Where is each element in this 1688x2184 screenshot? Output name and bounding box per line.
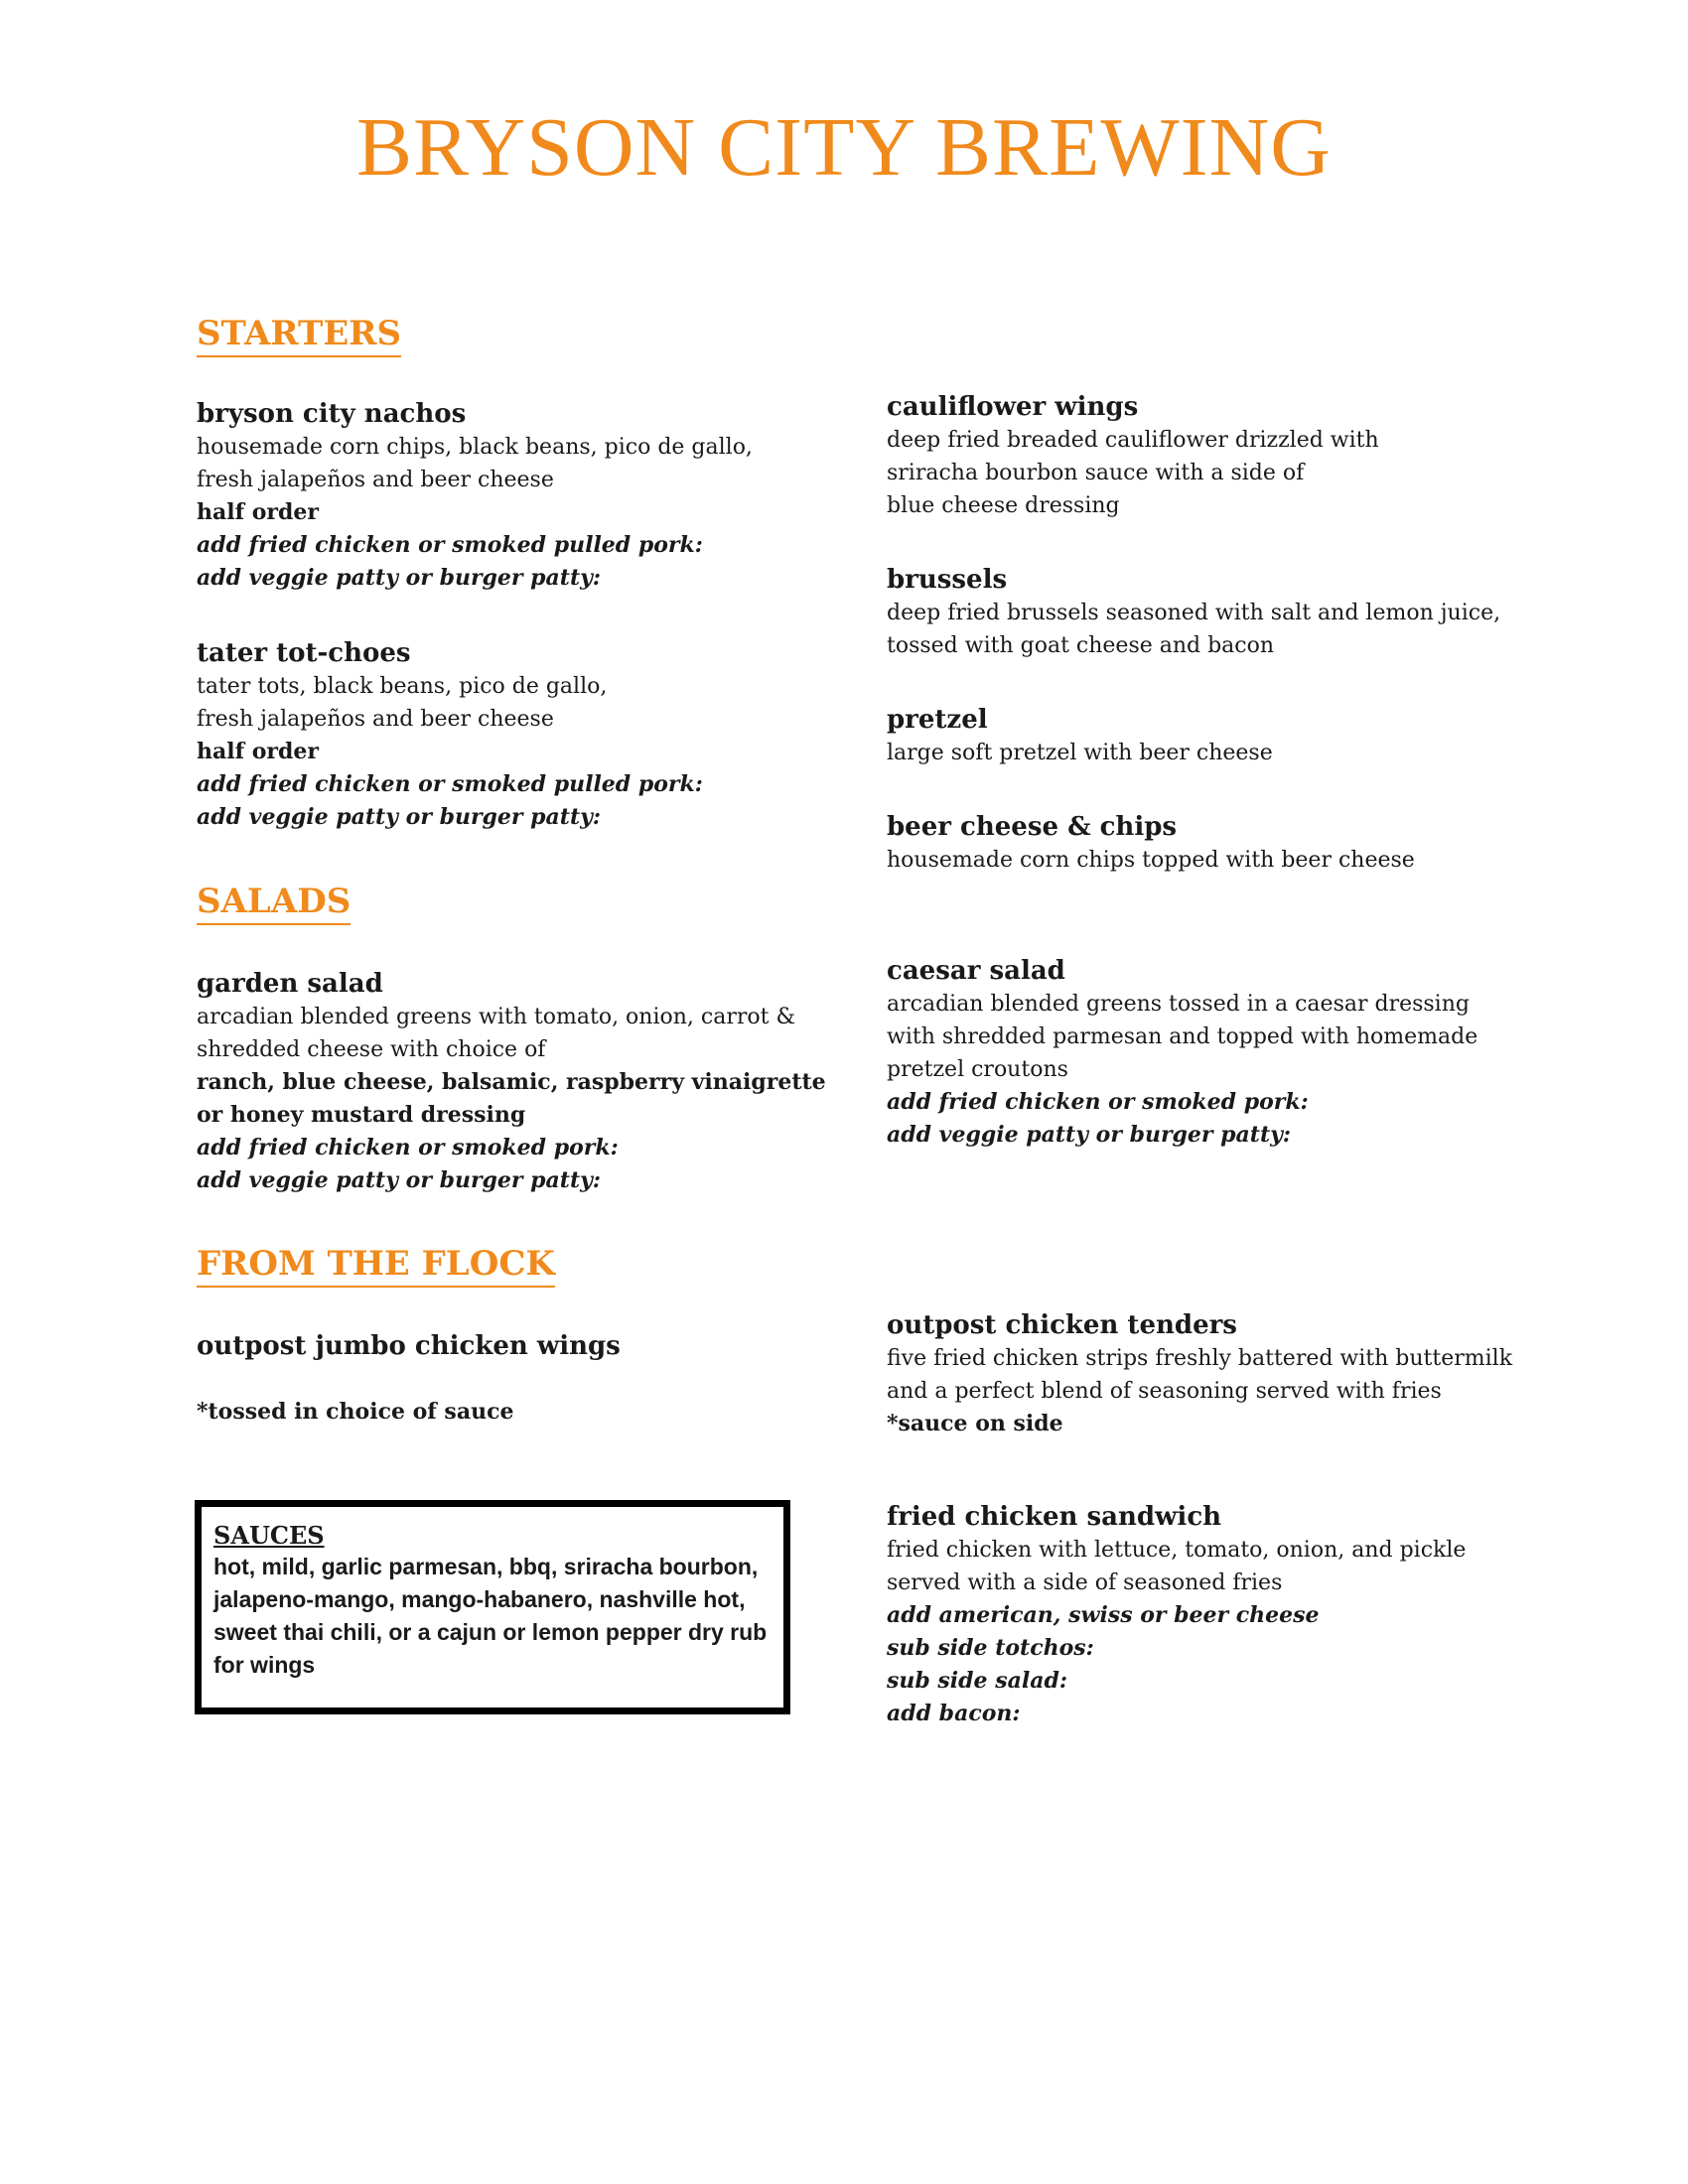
item-addon: add veggie patty or burger patty: <box>887 1122 1292 1148</box>
item-option: *tossed in choice of sauce <box>197 1399 514 1425</box>
menu-item-jumbo-wings <box>197 1329 812 1429</box>
sauces-list: hot, mild, garlic parmesan, bbq, sriracha bourbon, jalapeno-mango, mango-habanero, nashville hot, sweet thai chili, or a cajun or lemon pepper dry rub for wings <box>213 1554 768 1678</box>
section-from-the-flock: FROM THE FLOCK <box>197 1244 555 1288</box>
restaurant-title: BRYSON CITY BREWING <box>356 101 1332 194</box>
item-desc: shredded cheese with choice of <box>197 1037 546 1062</box>
item-name: cauliflower wings <box>887 392 1139 422</box>
item-name: fried chicken sandwich <box>887 1502 1222 1532</box>
item-option: *sauce on side <box>887 1411 1063 1436</box>
item-desc: five fried chicken strips freshly battered with buttermilk <box>887 1346 1513 1371</box>
item-addon: add veggie patty or burger patty: <box>197 565 602 591</box>
menu-item-beer-cheese-chips <box>887 810 1542 877</box>
item-desc: arcadian blended greens tossed in a caesar dressing <box>887 992 1470 1017</box>
item-desc: arcadian blended greens with tomato, onion, carrot & <box>197 1005 796 1029</box>
item-addon: add american, swiss or beer cheese <box>887 1602 1320 1628</box>
section-salads: SALADS <box>197 882 351 925</box>
item-name: caesar salad <box>887 956 1065 986</box>
item-desc: and a perfect blend of seasoning served with fries <box>887 1379 1442 1404</box>
item-option: ranch, blue cheese, balsamic, raspberry vinaigrette <box>197 1069 826 1095</box>
item-desc: pretzel croutons <box>887 1057 1068 1082</box>
menu-item-brussels <box>887 563 1582 662</box>
item-desc: blue cheese dressing <box>887 493 1120 518</box>
item-desc: fresh jalapeños and beer cheese <box>197 707 554 732</box>
item-addon: add bacon: <box>887 1701 1021 1726</box>
item-addon: add fried chicken or smoked pulled pork: <box>197 771 703 797</box>
menu-item-chicken-tenders <box>887 1308 1602 1440</box>
item-option: half order <box>197 499 319 525</box>
item-name: garden salad <box>197 969 383 999</box>
item-desc: housemade corn chips topped with beer cheese <box>887 848 1415 873</box>
item-desc: tossed with goat cheese and bacon <box>887 633 1275 658</box>
menu-item-pretzel <box>887 703 1502 769</box>
sauces-title: SAUCES <box>213 1521 325 1550</box>
item-name: brussels <box>887 565 1008 595</box>
item-name: outpost jumbo chicken wings <box>197 1331 621 1361</box>
item-desc: fried chicken with lettuce, tomato, onion, and pickle <box>887 1538 1467 1563</box>
item-addon: add fried chicken or smoked pork: <box>887 1089 1309 1115</box>
item-name: bryson city nachos <box>197 399 467 429</box>
item-desc: deep fried breaded cauliflower drizzled with <box>887 428 1379 453</box>
item-option: half order <box>197 739 319 764</box>
item-addon: add veggie patty or burger patty: <box>197 1167 602 1193</box>
item-desc: deep fried brussels seasoned with salt and lemon juice, <box>887 601 1501 625</box>
menu-item-caesar-salad <box>887 954 1542 1152</box>
item-desc: with shredded parmesan and topped with homemade <box>887 1024 1478 1049</box>
item-name: outpost chicken tenders <box>887 1310 1237 1340</box>
item-addon: add veggie patty or burger patty: <box>197 804 602 830</box>
item-desc: served with a side of seasoned fries <box>887 1570 1283 1595</box>
item-addon: sub side totchos: <box>887 1635 1094 1661</box>
menu-item-garden-salad <box>197 967 852 1197</box>
menu-item-cauliflower-wings <box>887 390 1522 522</box>
item-desc: housemade corn chips, black beans, pico de gallo, <box>197 435 753 460</box>
item-name: tater tot-choes <box>197 638 411 668</box>
item-desc: fresh jalapeños and beer cheese <box>197 468 554 492</box>
item-desc: tater tots, black beans, pico de gallo, <box>197 674 608 699</box>
item-desc: sriracha bourbon sauce with a side of <box>887 461 1305 485</box>
section-starters: STARTERS <box>197 314 401 357</box>
item-option: or honey mustard dressing <box>197 1102 526 1128</box>
menu-item-nachos <box>197 397 812 595</box>
item-addon: add fried chicken or smoked pork: <box>197 1135 619 1160</box>
item-addon: sub side salad: <box>887 1668 1067 1694</box>
menu-item-totchoes <box>197 636 812 834</box>
item-name: beer cheese & chips <box>887 812 1178 842</box>
sauces-box <box>195 1500 790 1714</box>
item-addon: add fried chicken or smoked pulled pork: <box>197 532 703 558</box>
menu-item-chicken-sandwich <box>887 1500 1582 1730</box>
item-desc: large soft pretzel with beer cheese <box>887 741 1273 765</box>
item-name: pretzel <box>887 705 988 735</box>
